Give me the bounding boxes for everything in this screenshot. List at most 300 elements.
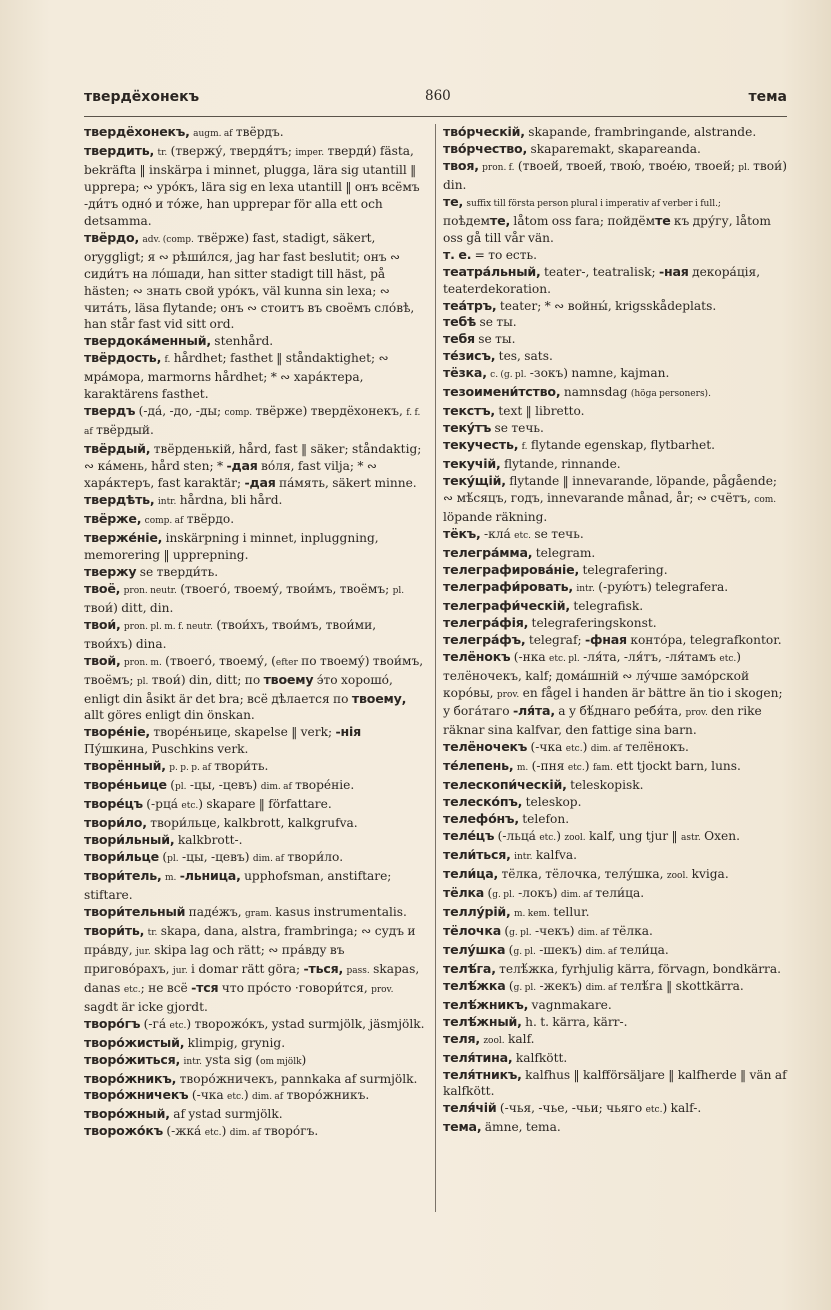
page-number: 860	[425, 88, 451, 104]
grammar-note: etc. pl.	[549, 653, 580, 664]
entry-text: )	[556, 829, 565, 844]
entry-text: творо́жникъ.	[283, 1088, 370, 1103]
entry-text: твори́ло.	[283, 850, 344, 865]
dictionary-entry	[84, 617, 427, 653]
headword: творе́ніе,	[84, 724, 151, 740]
dictionary-entry	[84, 143, 427, 230]
grammar-note: etc.	[514, 530, 531, 541]
grammar-note: dim. af	[577, 927, 609, 938]
dictionary-entry	[443, 811, 787, 828]
entry-text: skapa, dana, alstra, frambringa; ∾ судъ и пра́вду,	[84, 923, 416, 957]
grammar-note: om mjölk	[260, 1056, 302, 1067]
entry-text: телѣ́га ‖ skottkärra.	[616, 978, 744, 993]
dictionary-entry	[443, 632, 787, 649]
entry-text: ysta sig (	[202, 1052, 261, 1067]
grammar-note: pron. pl. m. f. neutr.	[123, 621, 213, 632]
grammar-note: comp. af	[144, 515, 184, 526]
grammar-note: etc.	[181, 801, 199, 812]
entry-text: teater-, teatralisk;	[540, 264, 659, 279]
dictionary-entry	[443, 545, 787, 562]
headword: т. е.	[443, 246, 472, 262]
grammar-note: etc.	[169, 1020, 187, 1031]
entry-text: en fågel i handen är bättre än tio i skogen; у бога́таго	[443, 685, 783, 719]
headword: твои́,	[84, 616, 121, 632]
headword: теля́тникъ,	[443, 1066, 522, 1082]
headword: творожо́къ	[84, 1123, 163, 1139]
dictionary-entry	[84, 1106, 427, 1123]
dictionary-entry	[443, 739, 787, 758]
grammar-note: g. pl.	[492, 889, 515, 900]
entry-text: ) творожо́къ, ystad surmjölk, jäsmjölk.	[186, 1016, 425, 1031]
entry-text: декора́ція, teaterdekoration.	[443, 264, 761, 296]
grammar-note: pron. f.	[482, 162, 515, 173]
dictionary-entry	[443, 904, 787, 923]
entry-text: teleskop.	[522, 795, 582, 810]
headword: телегра́фъ,	[443, 631, 526, 647]
entry-text: (-льца́	[494, 829, 540, 844]
headword: твори́льце	[84, 849, 160, 865]
grammar-note: pl.	[167, 854, 179, 865]
headword: твёрдость,	[84, 350, 162, 366]
entry-text: ämne, tema.	[481, 1120, 561, 1135]
dictionary-entry	[443, 1050, 787, 1067]
entry-text: -чекъ)	[531, 923, 578, 938]
dictionary-entry	[84, 1123, 427, 1142]
entry-text: kalkbrott-.	[174, 833, 243, 848]
entry-text: -цы, -цевъ)	[186, 778, 261, 793]
headword: творо́жный,	[84, 1106, 170, 1122]
entry-text: твёрдый.	[92, 423, 154, 438]
grammar-note: dim. af	[585, 982, 617, 993]
grammar-note: prov.	[685, 708, 708, 719]
grammar-note: zool.	[483, 1035, 505, 1046]
entry-text: telegrafisk.	[569, 598, 644, 613]
entry-text: ) kalf-.	[662, 1101, 702, 1116]
entry-text: -локъ)	[514, 885, 561, 900]
header-rule	[84, 116, 787, 117]
dictionary-entry	[84, 124, 427, 143]
dictionary-entry	[443, 473, 787, 526]
headword: твержу	[84, 563, 137, 579]
entry-text: se течь.	[491, 421, 544, 436]
entry-text: (твоего́, твоему́, твои́мъ, твоёмъ;	[176, 581, 393, 596]
entry-text: творо́жничекъ, pannkaka af surmjölk.	[176, 1071, 418, 1086]
headword: тезоимени́тство,	[443, 384, 561, 400]
grammar-note: pron. neutr.	[123, 585, 177, 596]
headword: тебя	[443, 331, 475, 347]
entry-text: (	[505, 978, 514, 993]
entry-text: телёнокъ.	[621, 740, 689, 755]
dictionary-entry	[443, 562, 787, 579]
headword: телѣ́жка	[443, 977, 506, 993]
grammar-note: g. pl.	[513, 982, 537, 993]
headword: тво́рческій,	[443, 124, 525, 139]
headword: творо́жникъ,	[84, 1070, 177, 1086]
dictionary-entry	[443, 828, 787, 847]
entry-text: upphofsman, anstiftare; stiftare.	[84, 869, 392, 902]
dictionary-entry	[84, 564, 427, 581]
grammar-note: c. (g. pl.	[490, 370, 527, 381]
running-head-left: твердёхонекъ	[84, 89, 200, 105]
entry-text: telegram.	[532, 545, 596, 560]
inflected-form: -ная	[658, 263, 689, 279]
headword: твёрдо,	[84, 229, 140, 245]
headword: тво́рчество,	[443, 140, 528, 156]
dictionary-entry	[84, 581, 427, 617]
headword: твердъ	[84, 403, 136, 419]
grammar-note: m.	[516, 763, 529, 774]
dictionary-entry	[84, 868, 427, 904]
dictionary-entry	[443, 777, 787, 794]
entry-text: тёлка.	[609, 923, 653, 938]
headword: твоя,	[443, 157, 479, 173]
headword: теле́цъ	[443, 828, 495, 844]
grammar-note: intr.	[157, 497, 177, 508]
grammar-note: tr.	[157, 147, 168, 158]
grammar-note: prov.	[371, 984, 394, 995]
entry-text: тели́ца.	[616, 942, 669, 957]
grammar-note: f.	[521, 442, 528, 453]
grammar-note: p. p. p. af	[169, 763, 211, 774]
entry-text: поѣдем	[443, 213, 491, 228]
entry-text: твёрже) твердёхонекъ,	[252, 404, 407, 419]
grammar-note: pl.	[738, 162, 750, 173]
dictionary-entry	[443, 579, 787, 598]
entry-text: telegrafering.	[579, 562, 668, 577]
dictionary-entry	[84, 1052, 427, 1071]
grammar-note: dim. af	[560, 889, 592, 900]
dictionary-entry	[443, 649, 787, 740]
dictionary-entry	[443, 124, 787, 141]
dictionary-entry	[443, 1067, 787, 1101]
entry-text: teater; * ∾ войны́, krigsskådeplats.	[496, 298, 717, 313]
entry-text: skapande, frambringande, alstrande.	[524, 125, 757, 139]
entry-text: låtom oss fara; пойдём	[510, 213, 656, 228]
entry-text: )	[221, 1124, 230, 1139]
dictionary-entry	[84, 832, 427, 849]
entry-text: э́то хорошо́, enligt din åsikt är det bra; всё дѣлается по	[84, 672, 393, 706]
entry-text: по твоему́) твои́мъ, твоёмъ;	[84, 653, 424, 687]
headword: тели́ца,	[443, 866, 499, 882]
headword: твори́тельный	[84, 903, 186, 919]
inflected-form: твоему	[263, 671, 314, 687]
entry-text: kviga.	[688, 867, 729, 882]
grammar-note: gram.	[245, 908, 272, 919]
headword: твердить,	[84, 142, 155, 158]
entry-text: flytande ‖ innevarande, löpande, pågående; ∾ мѣ́сяцъ, годъ, innevarande månad, år; ∾ счётъ,	[443, 474, 778, 506]
entry-text: (-чка	[188, 1088, 228, 1103]
headword: твердёхонекъ,	[84, 124, 190, 139]
entry-text: inskärpning i minnet, inpluggning, memorering ‖ upprepning.	[84, 530, 379, 562]
entry-text: а у бѣ́днаго ребя́та,	[554, 704, 686, 719]
entry-text: -зокъ) namne, kajman.	[526, 366, 670, 381]
headword: теля,	[443, 1030, 480, 1046]
entry-text: твёрдо.	[183, 511, 235, 526]
entry-text: ett tjockt barn, luns.	[612, 759, 741, 774]
grammar-note: tr.	[147, 927, 158, 938]
entry-text: flytande egenskap, flytbarhet.	[527, 438, 716, 453]
entry-text: se тверди́ть.	[136, 564, 219, 579]
entry-text: tellur.	[549, 904, 590, 919]
dictionary-entry	[443, 331, 787, 348]
headword: теля́чій	[443, 1100, 497, 1116]
grammar-note: zool.	[666, 871, 689, 882]
entry-text: па́мять, säkert minne.	[275, 476, 417, 491]
entry-text: namnsdag	[560, 385, 631, 400]
headword: те,	[443, 193, 464, 209]
headword: тёлка	[443, 884, 485, 900]
headword: текучесть,	[443, 437, 519, 453]
grammar-note: etc.	[645, 1105, 663, 1116]
grammar-note: etc.	[227, 1092, 244, 1103]
entry-text: Пу́шкина, Puschkins verk.	[84, 742, 249, 757]
entry-text: se ты.	[474, 332, 516, 347]
entry-text: (	[159, 850, 168, 865]
entry-text: творо́гъ.	[260, 1124, 319, 1139]
headword: творо́жистый,	[84, 1034, 185, 1050]
entry-text: творе́ніе.	[291, 778, 355, 793]
grammar-note: etc.	[565, 744, 583, 755]
headword: тверже́ніе,	[84, 529, 163, 545]
entry-text: (-чка	[527, 740, 566, 755]
grammar-note: m.	[164, 873, 177, 884]
entry-text: (твержу́, твердя́тъ;	[167, 143, 296, 158]
entry-text: твори́ть.	[210, 759, 269, 774]
headword: тебѣ	[443, 314, 477, 330]
dictionary-entry	[84, 1016, 427, 1035]
left-column	[84, 124, 427, 1142]
entry-text: (-нка	[510, 649, 550, 664]
grammar-note: jur.	[135, 946, 151, 957]
entry-text: ) телёночекъ, kalf; дома́шній ∾ лу́чше замо́рской коро́вы,	[443, 649, 750, 700]
dictionary-entry	[443, 615, 787, 632]
dictionary-entry	[443, 1014, 787, 1031]
headword: творо́жничекъ	[84, 1087, 189, 1103]
entry-text: конто́ра, telegrafkontor.	[626, 632, 782, 647]
entry-text: -жекъ)	[536, 978, 586, 993]
entry-text: телѣ́жка, fyrhjulig kärra, förvagn, bondkärra.	[495, 961, 782, 976]
dictionary-entry	[443, 758, 787, 777]
grammar-note: etc.	[719, 653, 737, 664]
dictionary-entry	[84, 441, 427, 492]
grammar-note: etc.	[123, 984, 141, 995]
dictionary-entry	[443, 961, 787, 978]
dictionary-entry	[84, 1071, 427, 1088]
headword: те́лепень,	[443, 758, 514, 774]
headword: телѣ́га,	[443, 960, 496, 976]
headword: теля́тина,	[443, 1049, 513, 1065]
dictionary-entry	[443, 942, 787, 961]
entry-text: (-рую́тъ) telegrafera.	[594, 579, 729, 594]
entry-text: твёрже) fast, stadigt, säkert, oryggligt; я ∾ рѣши́лся, jag har fast beslutit; онъ ∾ сиди́тъ на ло́шади, han sitter stadigt till häst, på hästen; ∾ знать свой уро́къ, väl kunna sin lexa; ∾ чита́ть, läsa flytande; онъ ∾ стоитъ въ своёмъ сло́вѣ, han står fast vid sitt ord.	[84, 230, 415, 332]
entry-text: )	[301, 1052, 307, 1067]
entry-text: во́ля, fast vilja; * ∾ хара́ктеръ, fast karaktär;	[84, 459, 378, 491]
entry-text: паде́жъ,	[185, 904, 246, 919]
grammar-note: dim. af	[590, 744, 622, 755]
dictionary-entry	[443, 1119, 787, 1136]
inflected-form: твоему,	[351, 690, 407, 706]
grammar-note: g. pl.	[513, 946, 536, 957]
grammar-note: intr.	[514, 852, 533, 863]
grammar-note: imper.	[295, 147, 325, 158]
entry-text: skaparemakt, skapareanda.	[527, 141, 701, 156]
headword: твердока́менный,	[84, 333, 211, 349]
headword: телескопи́ческій,	[443, 777, 567, 793]
dictionary-entry	[443, 885, 787, 904]
entry-text: тверди́) fästa, bekräfta ‖ inskärpa i minnet, plugga, lära sig utantill ‖ upprepa; ∾ уро́къ, lära sig en lexa utantill ‖ онъ всёмъ -ди́тъ одно́ и то́же, han upprepar för alla ett och detsamma.	[84, 143, 420, 228]
entry-text: tes, sats.	[495, 349, 553, 364]
dictionary-entry	[443, 437, 787, 456]
dictionary-entry	[443, 298, 787, 315]
dictionary-entry	[443, 141, 787, 158]
entry-text: (-да́, -до, -ды;	[135, 404, 225, 419]
inflected-form: -фная	[584, 631, 627, 647]
dictionary-entry	[443, 348, 787, 365]
entry-text: skapas, danas	[84, 961, 420, 995]
grammar-note: prov.	[496, 689, 520, 700]
entry-text: (твои́хъ, твои́мъ, твои́ми, твои́хъ) dina.	[84, 617, 377, 651]
headword: тёзка,	[443, 365, 487, 381]
dictionary-entry	[443, 794, 787, 811]
entry-text: )	[582, 740, 591, 755]
entry-text: af ystad surmjölk.	[169, 1107, 283, 1122]
dictionary-entry	[443, 866, 787, 885]
grammar-note: fam.	[592, 763, 613, 774]
dictionary-entry	[443, 598, 787, 615]
dictionary-entry	[84, 724, 427, 758]
grammar-note: intr.	[183, 1056, 202, 1067]
entry-text: text ‖ libretto.	[495, 404, 585, 419]
column-separator	[435, 124, 436, 1212]
headword: телёнокъ	[443, 648, 511, 664]
headword: теллу́рій,	[443, 903, 511, 919]
grammar-note: dim. af	[252, 854, 284, 865]
grammar-note: pl.	[174, 782, 187, 793]
grammar-note: dim. af	[252, 1092, 284, 1103]
dictionary-entry	[443, 1100, 787, 1119]
grammar-note: pass.	[346, 965, 370, 976]
headword: телу́шка	[443, 941, 506, 957]
grammar-note: g. pl.	[509, 927, 532, 938]
entry-text: тёлка, тёлочка, телу́шка,	[498, 867, 667, 882]
headword: твёрже,	[84, 510, 142, 526]
dictionary-entry	[84, 923, 427, 1016]
headword: творе́ньице	[84, 777, 167, 793]
entry-text: )	[584, 759, 593, 774]
entry-text: Oxen.	[700, 829, 740, 844]
dictionary-entry	[443, 264, 787, 298]
dictionary-entry	[84, 350, 427, 403]
dictionary-entry	[84, 492, 427, 511]
dictionary-entry	[443, 997, 787, 1014]
headword: твори́льный,	[84, 832, 175, 848]
dictionary-entry	[443, 456, 787, 473]
entry-text: -цы, -цевъ)	[178, 850, 253, 865]
headword: телеграфирова́ніе,	[443, 561, 580, 577]
headword: тели́ться,	[443, 847, 511, 863]
entry-text: sagdt är icke gjordt.	[84, 999, 208, 1014]
entry-text: hårdna, bli hård.	[176, 493, 283, 508]
dictionary-entry	[84, 849, 427, 868]
entry-text: (-пня	[528, 759, 568, 774]
entry-text: твои́) din, ditt; по	[148, 672, 264, 687]
entry-text: kalfkött.	[512, 1050, 568, 1065]
dictionary-entry	[84, 1035, 427, 1052]
inflected-form: те	[655, 212, 671, 228]
entry-text: teleskopisk.	[566, 778, 644, 793]
dictionary-entry	[84, 653, 427, 725]
entry-text: тели́ца.	[591, 885, 645, 900]
grammar-note: f.	[164, 355, 171, 366]
headword: теку́тъ	[443, 420, 492, 436]
entry-text: kalfhus ‖ kalfförsäljare ‖ kalfherde ‖ vän af kalfkött.	[443, 1067, 787, 1099]
headword: тема,	[443, 1119, 482, 1135]
grammar-note: dim. af	[229, 1128, 261, 1139]
entry-text: kalf.	[504, 1031, 535, 1046]
dictionary-entry	[84, 530, 427, 564]
headword: текучій,	[443, 456, 501, 472]
inflected-form: -ться,	[303, 960, 344, 976]
entry-text: den rike räknar sina kalfvar, den fattige sina barn.	[443, 704, 762, 738]
entry-text: = то есть.	[471, 247, 538, 262]
entry-text: (-жка́	[162, 1124, 205, 1139]
dictionary-entry	[443, 420, 787, 437]
entry-text: твои́) din.	[443, 158, 788, 192]
grammar-note: astr.	[680, 833, 701, 844]
entry-text: что про́сто ·говори́тся,	[218, 980, 372, 995]
inflected-form: -нія	[335, 724, 362, 740]
dictionary-entry	[84, 230, 427, 334]
grammar-note: comp.	[224, 408, 253, 419]
dictionary-entry	[443, 923, 787, 942]
entry-text: se ты.	[476, 315, 517, 330]
headword: телефо́нъ,	[443, 811, 519, 827]
right-column	[443, 124, 787, 1136]
entry-text: telefon.	[518, 812, 570, 827]
headword: твори́ть,	[84, 922, 145, 938]
grammar-note: dim. af	[585, 946, 617, 957]
headword: твори́тель,	[84, 868, 162, 884]
dictionary-entry	[443, 158, 787, 194]
headword: телёночекъ	[443, 739, 528, 755]
headword: творе́цъ	[84, 796, 143, 812]
inflected-form: -дая	[226, 458, 258, 474]
entry-text: (-чья, -чье, -чьи; чьяго	[496, 1101, 646, 1116]
headword: творо́гъ	[84, 1015, 141, 1031]
entry-text: къ дру́гу, låtom oss gå till vår vän.	[443, 213, 771, 245]
headword: телегра́фія,	[443, 614, 529, 630]
entry-text: )	[243, 1088, 253, 1103]
headword: теа́тръ,	[443, 297, 497, 313]
headword: телеграфи́ровать,	[443, 578, 573, 594]
headword: творённый,	[84, 758, 166, 774]
inflected-form: -ля́та,	[512, 703, 555, 719]
entry-text: (-га́	[140, 1016, 170, 1031]
entry-text: i domar rätt göra;	[187, 961, 304, 976]
entry-text: kalf, ung tjur ‖	[585, 829, 681, 844]
inflected-form: -льница,	[179, 868, 241, 884]
entry-text: (	[501, 923, 510, 938]
entry-text: allt göres enligt din önskan.	[84, 708, 255, 723]
entry-text: (	[505, 942, 514, 957]
headword: творо́житься,	[84, 1051, 181, 1067]
entry-text: telegraferingskonst.	[528, 615, 657, 630]
grammar-note: adv. (comp.	[142, 234, 194, 245]
headword: телегра́мма,	[443, 544, 533, 560]
entry-text: (твоего́, твоему́, (	[161, 653, 276, 668]
grammar-note: (höga personers).	[630, 389, 711, 400]
dictionary-entry	[84, 403, 427, 441]
